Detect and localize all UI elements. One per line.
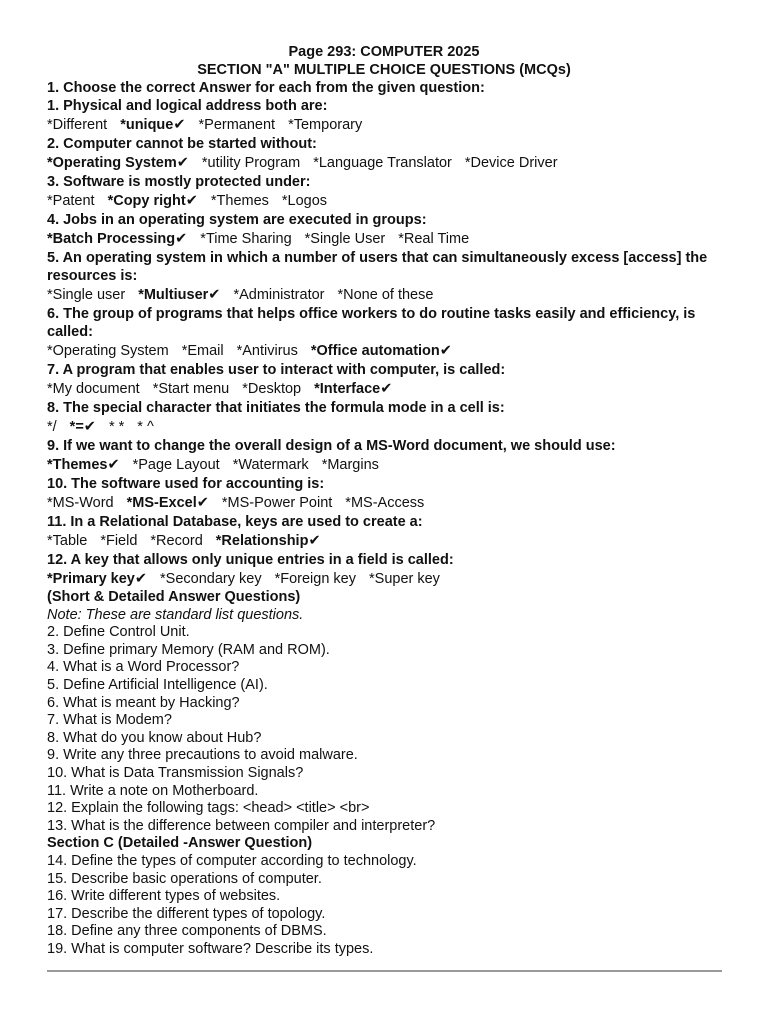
option-text: *Different (47, 117, 108, 133)
mcq-list (47, 97, 728, 589)
option-text: *Time Sharing (200, 231, 292, 247)
option (47, 287, 125, 303)
section-c-list (47, 853, 728, 959)
option-text: *MS-Power Point (221, 495, 333, 511)
check-mark-icon: ✔ (83, 419, 96, 435)
option-text: *Temporary (288, 117, 363, 133)
options-row (47, 229, 728, 249)
options-row (47, 341, 728, 361)
option-text: * * (108, 419, 125, 435)
correct-option (138, 287, 220, 303)
list-item: 14. Define the types of computer according to technology. (47, 852, 417, 869)
option (137, 419, 153, 435)
correct-option (47, 155, 189, 171)
option (47, 419, 57, 435)
option-text: *Page Layout (132, 457, 220, 473)
bottom-rule (47, 970, 722, 972)
correct-option (47, 457, 120, 473)
option-text: *MS-Access (345, 495, 425, 511)
options-row (47, 115, 728, 135)
options-row (47, 191, 728, 211)
list-item: 3. Define primary Memory (RAM and ROM). (47, 641, 330, 658)
check-mark-icon: ✔ (175, 231, 188, 247)
list-item: 15. Describe basic operations of computer. (47, 870, 322, 887)
list-item: 12. Explain the following tags: <head> <title> <br> (47, 800, 370, 817)
option (202, 155, 300, 171)
option-text: *Foreign key (274, 571, 356, 587)
option-text: *Patent (47, 193, 95, 209)
list-item: 17. Describe the different types of topology. (47, 905, 326, 922)
option-text: *Logos (281, 193, 328, 209)
option (237, 343, 298, 359)
list-item: 4. What is a Word Processor? (47, 659, 240, 676)
option-text: *Relationship (215, 533, 309, 549)
options-row (47, 379, 728, 399)
option (222, 495, 332, 511)
option-text: *Multiuser (138, 287, 209, 303)
options-row (47, 455, 728, 475)
option (100, 533, 137, 549)
option (182, 343, 224, 359)
option (322, 457, 379, 473)
option-text: */ (47, 419, 57, 435)
question-text: 9. If we want to change the overall design of a MS-Word document, we should use: (47, 438, 616, 454)
list-item: 8. What do you know about Hub? (47, 729, 262, 746)
option-text: *Language Translator (313, 155, 452, 171)
list-item: 19. What is computer software? Describe its types. (47, 940, 374, 957)
option (199, 117, 276, 133)
check-mark-icon: ✔ (380, 381, 393, 397)
question-text: 2. Computer cannot be started without: (47, 136, 317, 152)
correct-option (314, 381, 392, 397)
option-text: *Real Time (398, 231, 470, 247)
correct-option (70, 419, 96, 435)
option-text: * ^ (137, 419, 154, 435)
check-mark-icon: ✔ (208, 287, 221, 303)
check-mark-icon: ✔ (134, 571, 148, 587)
option-text: *Primary key (47, 571, 135, 587)
option (233, 287, 324, 303)
option-text: *Secondary key (160, 571, 262, 587)
option (211, 193, 269, 209)
correct-option (47, 231, 187, 247)
option (313, 155, 452, 171)
list-item: 10. What is Data Transmission Signals? (47, 764, 304, 781)
option (133, 457, 220, 473)
option (338, 287, 434, 303)
list-item: 7. What is Modem? (47, 712, 172, 729)
check-mark-icon: ✔ (196, 495, 209, 511)
option-text: *Desktop (242, 381, 302, 397)
option-text: *Field (100, 533, 138, 549)
instruction: 1. Choose the correct Answer for each from the given question: (47, 80, 485, 96)
option (47, 533, 87, 549)
option-text: *Start menu (152, 381, 230, 397)
correct-option (127, 495, 209, 511)
check-mark-icon: ✔ (308, 533, 321, 549)
list-item: 5. Define Artificial Intelligence (AI). (47, 676, 268, 693)
option-text: *unique (120, 117, 174, 133)
option (345, 495, 424, 511)
option-text: *Permanent (198, 117, 276, 133)
section-b-title: (Short & Detailed Answer Questions) (47, 589, 301, 605)
check-mark-icon: ✔ (107, 457, 120, 473)
check-mark-icon: ✔ (185, 193, 198, 209)
option-text: *Watermark (232, 457, 309, 473)
options-row (47, 493, 728, 513)
list-item: 6. What is meant by Hacking? (47, 694, 240, 711)
option-text: *Operating System (47, 343, 169, 359)
option (47, 193, 95, 209)
option (160, 571, 262, 587)
correct-option (120, 117, 185, 133)
check-mark-icon: ✔ (176, 155, 189, 171)
option-text: *Batch Processing (47, 231, 176, 247)
options-row (47, 285, 728, 305)
correct-option (47, 571, 147, 587)
option (47, 381, 140, 397)
question-text: 10. The software used for accounting is: (47, 476, 325, 492)
option-text: *MS-Excel (126, 495, 197, 511)
option (398, 231, 469, 247)
correct-option (216, 533, 321, 549)
option (305, 231, 386, 247)
option (200, 231, 291, 247)
option-text: *Copy right (107, 193, 186, 209)
option-text: *Device Driver (464, 155, 558, 171)
option-text: *Themes (47, 457, 108, 473)
option-text: *Themes (210, 193, 269, 209)
option-text: *Super key (369, 571, 440, 587)
question-text: 5. An operating system in which a number of users that can simultaneously excess [access] the resources is: (47, 250, 708, 284)
option (109, 419, 124, 435)
option (242, 381, 301, 397)
option-text: *Margins (321, 457, 379, 473)
option-text: *Office automation (310, 343, 440, 359)
option-text: *None of these (337, 287, 434, 303)
option-text: *MS-Word (47, 495, 114, 511)
list-item: 2. Define Control Unit. (47, 624, 190, 641)
option (369, 571, 440, 587)
correct-option (108, 193, 198, 209)
page-title: Page 293: COMPUTER 2025 (288, 44, 480, 60)
question-text: 12. A key that allows only unique entries in a field is called: (47, 552, 454, 568)
options-row (47, 569, 728, 589)
question-text: 4. Jobs in an operating system are executed in groups: (47, 212, 427, 228)
option-text: *Antivirus (236, 343, 298, 359)
option (288, 117, 362, 133)
options-row (47, 417, 728, 437)
option (150, 533, 202, 549)
option-text: *Single User (304, 231, 386, 247)
section-b-note: Note: These are standard list questions. (47, 606, 304, 623)
list-item: 16. Write different types of websites. (47, 888, 281, 905)
option-text: *Email (181, 343, 224, 359)
options-row (47, 153, 728, 173)
section-a-heading: SECTION "A" MULTIPLE CHOICE QUESTIONS (MCQs) (197, 62, 571, 78)
section-c-title: Section C (Detailed -Answer Question) (47, 835, 313, 852)
option (282, 193, 327, 209)
list-item: 9. Write any three precautions to avoid malware. (47, 747, 358, 764)
option-text: *Record (150, 533, 203, 549)
correct-option (311, 343, 452, 359)
options-row (47, 531, 728, 551)
option-text: *Operating System (47, 155, 177, 171)
option (47, 343, 169, 359)
option (47, 495, 114, 511)
list-item: 11. Write a note on Motherboard. (47, 782, 259, 799)
check-mark-icon: ✔ (439, 343, 452, 359)
option-text: *Administrator (233, 287, 325, 303)
list-item: 18. Define any three components of DBMS. (47, 923, 327, 940)
option-text: *Single user (47, 287, 126, 303)
content (0, 79, 768, 958)
question-text: 11. In a Relational Database, keys are used to create a: (47, 514, 423, 530)
question-text: 6. The group of programs that helps office workers to do routine tasks easily and efficiency, is called: (47, 306, 696, 340)
option (153, 381, 230, 397)
question-text: 1. Physical and logical address both are: (47, 98, 328, 114)
question-text: 7. A program that enables user to interact with computer, is called: (47, 362, 506, 378)
option-text: *My document (47, 381, 140, 397)
option (465, 155, 558, 171)
option (275, 571, 356, 587)
option-text: *Interface (314, 381, 381, 397)
question-text: 3. Software is mostly protected under: (47, 174, 311, 190)
option-text: *utility Program (201, 155, 301, 171)
option (47, 117, 107, 133)
question-text: 8. The special character that initiates the formula mode in a cell is: (47, 400, 505, 416)
option-text: *= (69, 419, 84, 435)
list-item: 13. What is the difference between compiler and interpreter? (47, 817, 436, 834)
section-b-list (47, 624, 728, 835)
check-mark-icon: ✔ (173, 117, 186, 133)
option (233, 457, 309, 473)
option-text: *Table (47, 533, 88, 549)
